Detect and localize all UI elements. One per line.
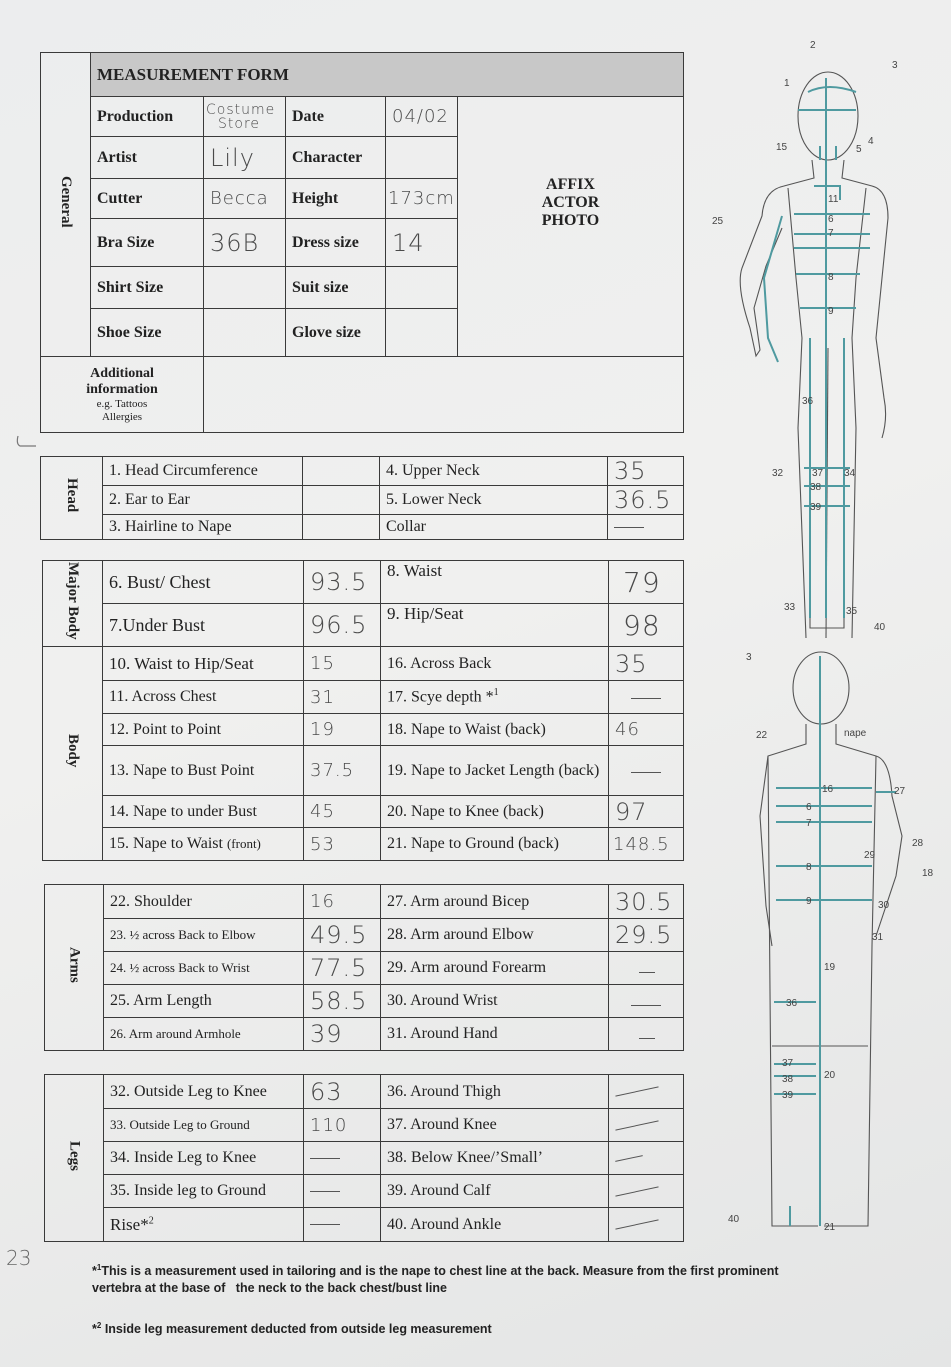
general-table [40,52,684,433]
body-row-label: 10. Waist to Hip/Seat [103,647,304,681]
back-label-39: 39 [782,1090,794,1101]
affix-actor-photo: AFFIX ACTOR PHOTO [458,97,684,309]
legs-row-label: 40. Around Ankle [381,1208,609,1242]
body-row-label: 19. Nape to Jacket Length (back) [381,746,609,796]
front-body-figure [706,38,906,648]
body-table [42,560,684,861]
shoe-size-value[interactable] [204,309,286,357]
back-label-30: 30 [878,900,890,911]
front-label-3: 3 [892,60,898,71]
dash-mark-icon [310,1224,340,1225]
head-row-label: 4. Upper Neck [380,457,608,486]
front-label-37: 37 [812,468,824,479]
arms-row-label: 30. Around Wrist [381,985,609,1018]
page-number: 23 [6,1246,32,1270]
slash-mark-icon [615,1220,658,1230]
legs-row-label: Rise*$^2$ [104,1208,304,1242]
glove-size-value[interactable] [386,309,458,357]
front-label-15: 15 [776,142,788,153]
back-label-36: 36 [786,998,798,1009]
legs-row-label: 37. Around Knee [381,1109,609,1142]
date-label: Date [286,97,386,137]
dash-mark-icon [310,1158,340,1159]
front-label-8: 8 [828,272,834,283]
arms-row-label: 31. Around Hand [381,1018,609,1051]
dress-size-label: Dress size [286,219,386,267]
head-row-value[interactable] [303,457,380,486]
head-row-label: 5. Lower Neck [380,486,608,515]
back-label-20: 20 [824,1070,836,1081]
back-label-8: 8 [806,862,812,873]
body-row-label: 17. Scye depth *$^1$ [381,681,609,714]
back-label-21: 21 [824,1222,836,1233]
arms-row-label: 24. ½ across Back to Wrist [104,952,304,985]
character-label: Character [286,137,386,179]
head-row-value[interactable]: 36.5 [608,486,684,515]
artist-label: Artist [91,137,204,179]
arms-row-label: 22. Shoulder [104,885,304,919]
legs-row-value[interactable] [304,1208,381,1242]
back-label-37: 37 [782,1058,794,1069]
arms-row-label: 26. Arm around Armhole [104,1018,304,1051]
legs-row-label: 35. Inside leg to Ground [104,1175,304,1208]
front-label-39: 39 [810,502,822,513]
head-row-value[interactable]: 35 [608,457,684,486]
form-title: MEASUREMENT FORM [91,53,684,97]
head-row-value[interactable] [608,515,684,540]
head-row-label: Collar [380,515,608,540]
legs-row-value[interactable] [609,1075,684,1109]
body-row-label: 7.Under Bust [103,604,304,647]
front-label-35: 35 [846,606,858,617]
body-row-value[interactable]: 93.5 [304,561,381,604]
back-label-22: 22 [756,730,768,741]
arms-row-value[interactable]: 77.5 [304,952,381,985]
body-row-value[interactable]: 19 [304,714,381,746]
back-label-7: 7 [806,818,812,829]
back-label-16: 16 [822,784,834,795]
body-row-value[interactable]: 53 [304,828,381,861]
front-label-36: 36 [802,396,814,407]
front-label-5: 5 [856,144,862,155]
legs-row-value[interactable] [304,1175,381,1208]
body-row-label: 18. Nape to Waist (back) [381,714,609,746]
production-value[interactable]: Costume Store [204,97,286,137]
dash-mark-icon [631,772,661,773]
body-row-label: 11. Across Chest [103,681,304,714]
legs-row-value[interactable] [304,1142,381,1175]
front-label-6: 6 [828,214,834,225]
body-row-label: 9. Hip/Seat [381,604,609,647]
body-row-value[interactable]: 37.5 [304,746,381,796]
legs-row-label: 34. Inside Leg to Knee [104,1142,304,1175]
arms-row-label: 25. Arm Length [104,985,304,1018]
body-row-value[interactable]: 148.5 [609,828,684,861]
character-value[interactable] [386,137,458,179]
legs-row-value[interactable] [609,1175,684,1208]
front-label-2: 2 [810,40,816,51]
dash-mark-icon [639,1038,655,1039]
back-label-3: 3 [746,652,752,663]
head-row-label: 1. Head Circumference [103,457,303,486]
back-label-38: 38 [782,1074,794,1085]
back-label-19: 19 [824,962,836,973]
front-label-1: 1 [784,78,790,89]
back-label-18: 18 [922,868,934,879]
major-body-section-label: Major Body [43,561,103,647]
bra-size-value[interactable]: 36B [204,219,286,267]
artist-value[interactable]: Lily [204,137,286,179]
front-label-7: 7 [828,228,834,239]
legs-row-value[interactable] [609,1142,684,1175]
body-row-label: 16. Across Back [381,647,609,681]
general-section-label: General [41,53,91,357]
arms-row-label: 27. Arm around Bicep [381,885,609,919]
legs-row-value[interactable]: 63 [304,1075,381,1109]
front-label-11: 11 [828,194,839,205]
body-row-value[interactable]: 79 [609,561,684,604]
legs-row-label: 33. Outside Leg to Ground [104,1109,304,1142]
legs-row-label: 39. Around Calf [381,1175,609,1208]
arms-row-value[interactable]: 49.5 [304,919,381,952]
height-value[interactable]: 173cm [386,179,458,219]
slash-mark-icon [615,1120,658,1130]
legs-row-value[interactable]: 110 [304,1109,381,1142]
body-row-value[interactable]: 97 [609,796,684,828]
suit-size-value[interactable] [386,267,458,309]
shirt-size-label: Shirt Size [91,267,204,309]
dash-mark-icon [614,527,644,528]
cutter-value[interactable]: Becca [204,179,286,219]
body-row-label: 14. Nape to under Bust [103,796,304,828]
additional-info-label: Additional information e.g. Tattoos Allergies [41,357,204,433]
front-label-32: 32 [772,468,784,479]
head-table [40,456,684,540]
arms-row-value[interactable]: 16 [304,885,381,919]
legs-row-label: 36. Around Thigh [381,1075,609,1109]
front-label-33: 33 [784,602,796,613]
slash-mark-icon [615,1186,658,1196]
dash-mark-icon [639,972,655,973]
legs-table [44,1074,684,1242]
body-row-value[interactable]: 15 [304,647,381,681]
arms-table [44,884,684,1051]
arms-row-value[interactable] [609,952,684,985]
arms-row-label: 23. ½ across Back to Elbow [104,919,304,952]
arms-row-label: 29. Arm around Forearm [381,952,609,985]
glove-size-label: Glove size [286,309,386,357]
back-label-40: 40 [728,1214,740,1225]
head-section-label: Head [41,457,103,540]
legs-section-label: Legs [45,1075,104,1242]
shirt-size-value[interactable] [204,267,286,309]
arms-section-label: Arms [45,885,104,1051]
body-row-label: 8. Waist [381,561,609,604]
arms-row-value[interactable] [609,1018,684,1051]
footnote-1: *$^1$This is a measurement used in tailoring and is the nape to chest line at the back. Measure from the first prominent vertebra at the base of the neck to the back chest/bust line [92,1263,779,1296]
bra-size-label: Bra Size [91,219,204,267]
cutter-label: Cutter [91,179,204,219]
body-row-label: 21. Nape to Ground (back) [381,828,609,861]
back-label-9: 9 [806,896,812,907]
shoe-size-label: Shoe Size [91,309,204,357]
head-row-label: 2. Ear to Ear [103,486,303,515]
body-row-value[interactable]: 98 [609,604,684,647]
dash-mark-icon [310,1191,340,1192]
body-row-label: 6. Bust/ Chest [103,561,304,604]
margin-tick-icon [10,434,40,450]
body-row-value[interactable] [609,681,684,714]
front-label-25: 25 [712,216,724,227]
head-row-value[interactable] [303,515,380,540]
back-label-31: 31 [872,932,884,943]
body-row-label: 20. Nape to Knee (back) [381,796,609,828]
back-label-29: 29 [864,850,876,861]
legs-row-label: 38. Below Knee/’Small’ [381,1142,609,1175]
front-label-4: 4 [868,136,874,147]
legs-row-value[interactable] [609,1109,684,1142]
body-row-value[interactable]: 46 [609,714,684,746]
head-row-value[interactable] [303,486,380,515]
front-label-34: 34 [844,468,856,479]
front-label-38: 38 [810,482,822,493]
arms-row-value[interactable]: 58.5 [304,985,381,1018]
dash-mark-icon [631,1005,661,1006]
arms-row-value[interactable]: 29.5 [609,919,684,952]
front-label-40: 40 [874,622,886,633]
body-row-value[interactable]: 45 [304,796,381,828]
body-row-value[interactable]: 31 [304,681,381,714]
production-label: Production [91,97,204,137]
body-row-value[interactable]: 96.5 [304,604,381,647]
arms-row-label: 28. Arm around Elbow [381,919,609,952]
back-body-figure [726,646,951,1236]
body-row-value[interactable] [609,746,684,796]
back-label-nape: nape [844,728,867,739]
slash-mark-icon [615,1155,643,1162]
back-label-27: 27 [894,786,906,797]
legs-row-label: 32. Outside Leg to Knee [104,1075,304,1109]
arms-row-value[interactable]: 30.5 [609,885,684,919]
height-label: Height [286,179,386,219]
back-label-6: 6 [806,802,812,813]
body-row-label: 12. Point to Point [103,714,304,746]
footnote-2: *$^2$ Inside leg measurement deducted from outside leg measurement [92,1321,492,1337]
date-value[interactable]: 04/02 [386,97,458,137]
arms-row-value[interactable] [609,985,684,1018]
back-label-28: 28 [912,838,924,849]
body-row-value[interactable]: 35 [609,647,684,681]
dress-size-value[interactable]: 14 [386,219,458,267]
body-row-label: 13. Nape to Bust Point [103,746,304,796]
slash-mark-icon [615,1087,658,1097]
front-label-9: 9 [828,306,834,317]
head-row-label: 3. Hairline to Nape [103,515,303,540]
arms-row-value[interactable]: 39 [304,1018,381,1051]
body-row-label: 15. Nape to Waist (front) [103,828,304,861]
body-section-label: Body [43,647,103,861]
dash-mark-icon [631,698,661,699]
legs-row-value[interactable] [609,1208,684,1242]
additional-info-value[interactable] [204,357,684,433]
suit-size-label: Suit size [286,267,386,309]
